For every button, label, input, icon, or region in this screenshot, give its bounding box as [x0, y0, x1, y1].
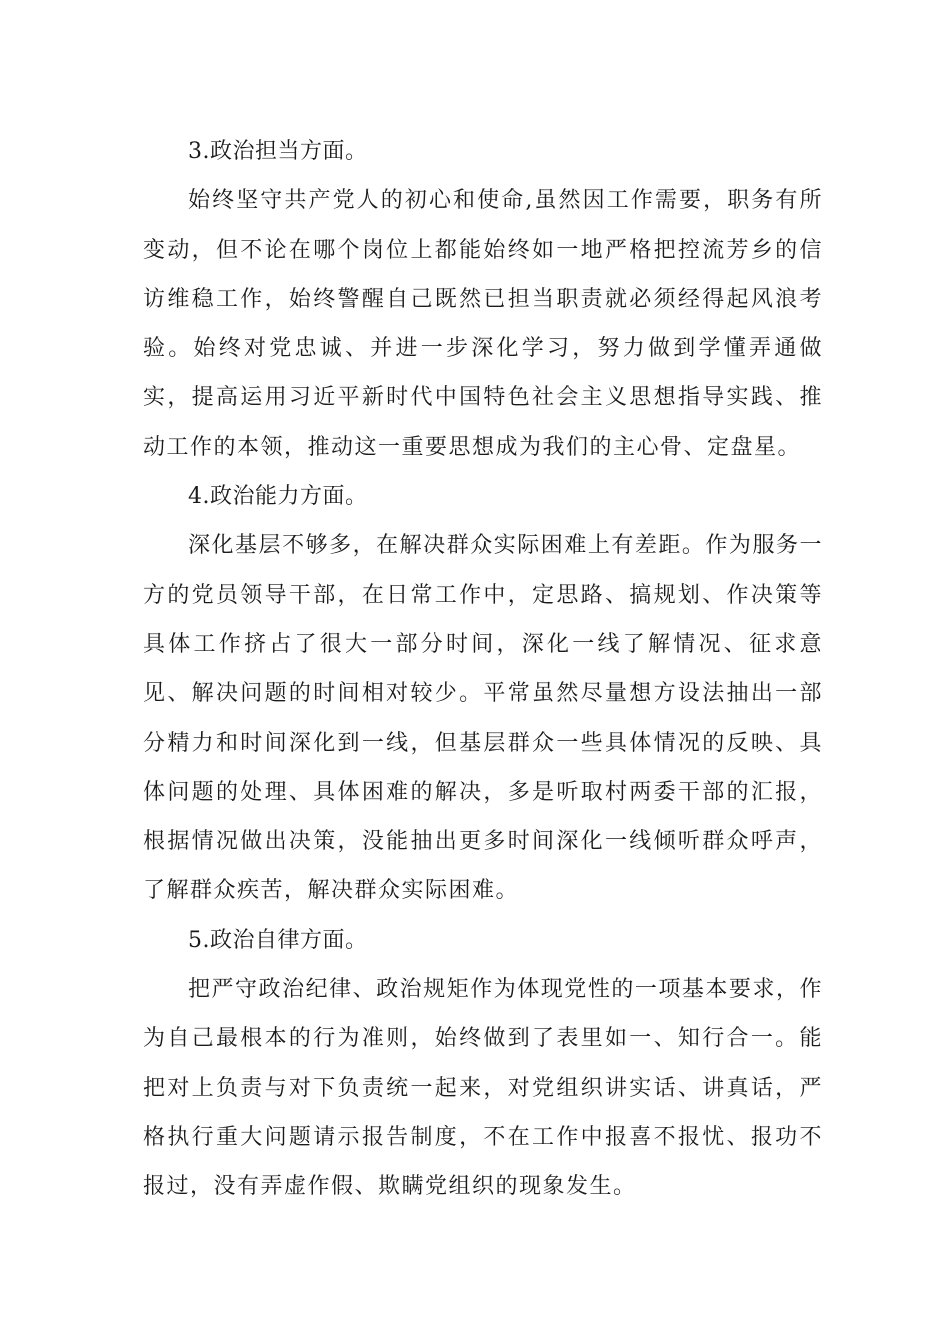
section-heading-3: 3.政治担当方面。	[188, 139, 368, 164]
section-paragraph-4: 深化基层不够多，在解决群众实际困难上有差距。作为服务一方的党员领导干部，在日常工作中，定思路、搞规划、作决策等具体工作挤占了很大一部分时间，深化一线了解情况、征求意见、解决问题的时间相对较少。平常虽然尽量想方设法抽出一部分精力和时间深化到一线，但基层群众一些具体情况的反映、具体问题的处理、具体困难的解决，多是听取村两委干部的汇报，根据情况做出决策，没能抽出更多时间深化一线倾听群众呼声，了解群众疾苦，解决群众实际困难。	[143, 533, 823, 904]
section-heading-5: 5.政治自律方面。	[188, 927, 368, 953]
document-body	[143, 127, 823, 1212]
section-paragraph-5: 把严守政治纪律、政治规矩作为体现党性的一项基本要求，作为自己最根本的行为准则，始终做到了表里如一、知行合一。能把对上负责与对下负责统一起来，对党组织讲实话、讲真话，严格执行重大问题请示报告制度，不在工作中报喜不报忧、报功不报过，没有弄虚作假、欺瞒党组织的现象发生。	[143, 977, 823, 1200]
section-heading-4: 4.政治能力方面。	[188, 484, 368, 510]
section-paragraph-3: 始终坚守共产党人的初心和使命,虽然因工作需要，职务有所变动，但不论在哪个岗位上都能始终如一地严格把控流芳乡的信访维稳工作，始终警醒自己既然已担当职责就必须经得起风浪考验。始终对党忠诚、并进一步深化学习，努力做到学懂弄通做实，提高运用习近平新时代中国特色社会主义思想指导实践、推动工作的本领，推动这一重要思想成为我们的主心骨、定盘星。	[143, 188, 823, 460]
